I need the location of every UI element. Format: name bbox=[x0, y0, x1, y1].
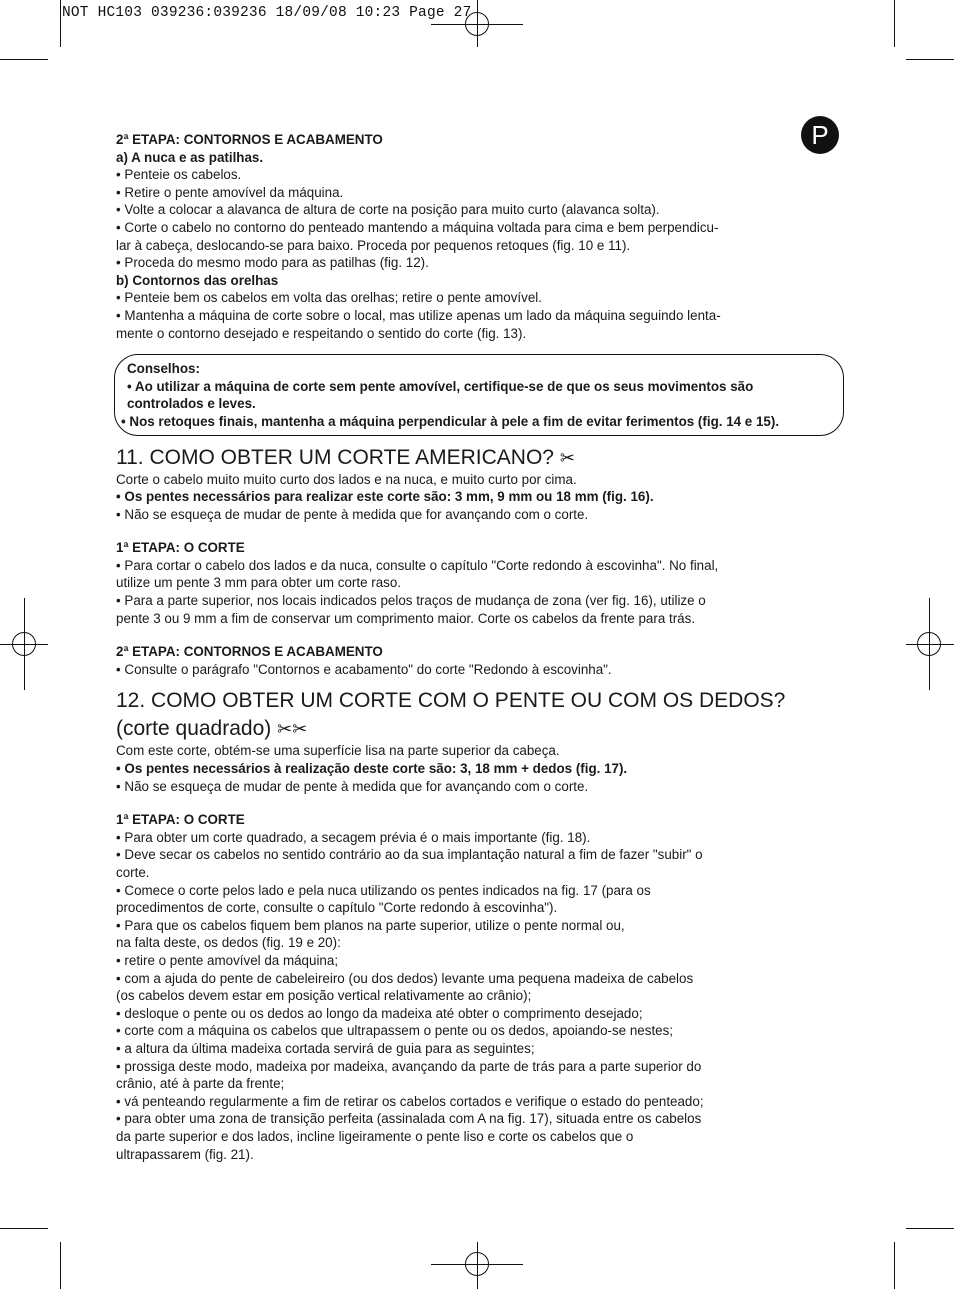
list-item: • Para que os cabelos fiquem bem planos na parte superior, utilize o pente normal ou, bbox=[116, 917, 625, 933]
list-item: • Retire o pente amovível da máquina. bbox=[116, 184, 344, 200]
section-12-note: • Não se esqueça de mudar de pente à medida que for avançando com o corte. bbox=[116, 778, 589, 794]
language-badge: P bbox=[801, 116, 839, 154]
page-content bbox=[116, 131, 838, 1163]
tip-line: controlados e leves. bbox=[127, 396, 256, 412]
list-item: • com a ajuda do pente de cabeleireiro (ou dos dedos) levante uma pequena madeixa de cabelos bbox=[116, 970, 694, 986]
step-heading: 2ª ETAPA: CONTORNOS E ACABAMENTO bbox=[116, 644, 383, 660]
list-item: • Consulte o parágrafo "Contornos e acabamento" do corte "Redondo à escovinha". bbox=[116, 661, 612, 677]
section-11-combs: • Os pentes necessários para realizar este corte são: 3 mm, 9 mm ou 18 mm (fig. 16). bbox=[116, 489, 654, 505]
double-scissors-icon: ✂✂ bbox=[277, 719, 308, 740]
list-item: (os cabelos devem estar em posição vertical relativamente ao crânio); bbox=[116, 988, 532, 1004]
print-header: NOT HC103 039236:039236 18/09/08 10:23 Page 27 bbox=[62, 5, 472, 21]
step-heading: 1ª ETAPA: O CORTE bbox=[116, 540, 245, 556]
list-item: na falta deste, os dedos (fig. 19 e 20): bbox=[116, 935, 341, 951]
list-item: • Corte o cabelo no contorno do penteado mantendo a máquina voltada para cima e bem perpendicu- bbox=[116, 219, 719, 235]
tip-line: • Ao utilizar a máquina de corte sem pente amovível, certifique-se de que os seus movimentos são bbox=[127, 378, 754, 394]
list-item: • Volte a colocar a alavanca de altura de corte na posição para muito curto (alavanca solta). bbox=[116, 202, 660, 218]
list-item: • para obter uma zona de transição perfeita (assinalada com A na fig. 17), situada entre os cabelos bbox=[116, 1111, 702, 1127]
list-item: • vá penteando regularmente a fim de retirar os cabelos cortados e verifique o estado do penteado; bbox=[116, 1093, 704, 1109]
list-item: utilize um pente 3 mm para obter um corte raso. bbox=[116, 575, 402, 591]
list-item: • Proceda do mesmo modo para as patilhas (fig. 12). bbox=[116, 255, 429, 271]
tips-box bbox=[114, 354, 844, 435]
list-item: • a altura da última madeixa cortada servirá de guia para as seguintes; bbox=[116, 1040, 535, 1056]
tip-line: • Nos retoques finais, mantenha a máquina perpendicular à pele a fim de evitar ferimentos (fig. 14 e 15). bbox=[121, 413, 780, 429]
section-11-intro: Corte o cabelo muito muito curto dos lados e na nuca, e muito curto por cima. bbox=[116, 471, 577, 487]
list-item: • Mantenha a máquina de corte sobre o local, mas utilize apenas um lado da máquina seguindo lenta- bbox=[116, 307, 721, 323]
list-item: pente 3 ou 9 mm a fim de conservar um comprimento maior. Corte os cabelos da frente para trás. bbox=[116, 610, 696, 626]
list-item: • retire o pente amovível da máquina; bbox=[116, 952, 339, 968]
section-12-subtitle bbox=[116, 716, 838, 742]
list-item: • prossiga deste modo, madeixa por madeixa, avançando da parte de trás para a parte superior do bbox=[116, 1058, 702, 1074]
list-item: da parte superior e dos lados, incline ligeiramente o pente liso e corte os cabelos que o bbox=[116, 1128, 634, 1144]
scissors-icon: ✂ bbox=[559, 447, 575, 468]
tips-title: Conselhos: bbox=[127, 361, 200, 377]
list-item: corte. bbox=[116, 865, 150, 880]
list-item: • corte com a máquina os cabelos que ultrapassem o pente ou os dedos, apoiando-se nestes; bbox=[116, 1023, 674, 1039]
list-item: • Para cortar o cabelo dos lados e da nuca, consulte o capítulo "Corte redondo à escovinha". No final, bbox=[116, 557, 719, 573]
list-item: ultrapassarem (fig. 21). bbox=[116, 1146, 254, 1162]
list-item: mente o contorno desejado e respeitando o sentido do corte (fig. 13). bbox=[116, 325, 527, 341]
section-12-title: 12. COMO OBTER UM CORTE COM O PENTE OU COM OS DEDOS? bbox=[116, 689, 786, 713]
list-item: • Penteie os cabelos. bbox=[116, 167, 242, 183]
section-11-title-text: 11. COMO OBTER UM CORTE AMERICANO? bbox=[116, 445, 554, 469]
section-heading: 2ª ETAPA: CONTORNOS E ACABAMENTO bbox=[116, 132, 383, 147]
list-item: • Para a parte superior, nos locais indicados pelos traços de mudança de zona (ver fig. 16), utilize o bbox=[116, 593, 706, 609]
section-12-combs: • Os pentes necessários à realização deste corte são: 3, 18 mm + dedos (fig. 17). bbox=[116, 761, 628, 777]
section-11-note: • Não se esqueça de mudar de pente à medida que for avançando com o corte. bbox=[116, 506, 589, 522]
section-12-intro: Com este corte, obtém-se uma superfície lisa na parte superior da cabeça. bbox=[116, 743, 560, 759]
subheading-ears: b) Contornos das orelhas bbox=[116, 272, 279, 288]
section-12-subtitle-text: (corte quadrado) bbox=[116, 717, 272, 741]
list-item: • Para obter um corte quadrado, a secagem prévia é o mais importante (fig. 18). bbox=[116, 829, 591, 845]
subheading-nape: a) A nuca e as patilhas. bbox=[116, 149, 264, 165]
list-item: • Comece o corte pelos lado e pela nuca utilizando os pentes indicados na fig. 17 (para os bbox=[116, 882, 651, 898]
list-item: lar à cabeça, deslocando-se para baixo. Proceda por pequenos retoques (fig. 10 e 11). bbox=[116, 237, 631, 253]
list-item: procedimentos de corte, consulte o capítulo "Corte redondo à escovinha"). bbox=[116, 900, 558, 916]
section-11-title bbox=[116, 445, 838, 471]
list-item: • desloque o pente ou os dedos ao longo da madeixa até obter o comprimento desejado; bbox=[116, 1005, 643, 1021]
step-heading: 1ª ETAPA: O CORTE bbox=[116, 812, 245, 828]
list-item: • Penteie bem os cabelos em volta das orelhas; retire o pente amovível. bbox=[116, 290, 542, 306]
list-item: • Deve secar os cabelos no sentido contrário ao da sua implantação natural a fim de fazer "subir" o bbox=[116, 847, 703, 863]
list-item: crânio, até à parte da frente; bbox=[116, 1076, 285, 1092]
